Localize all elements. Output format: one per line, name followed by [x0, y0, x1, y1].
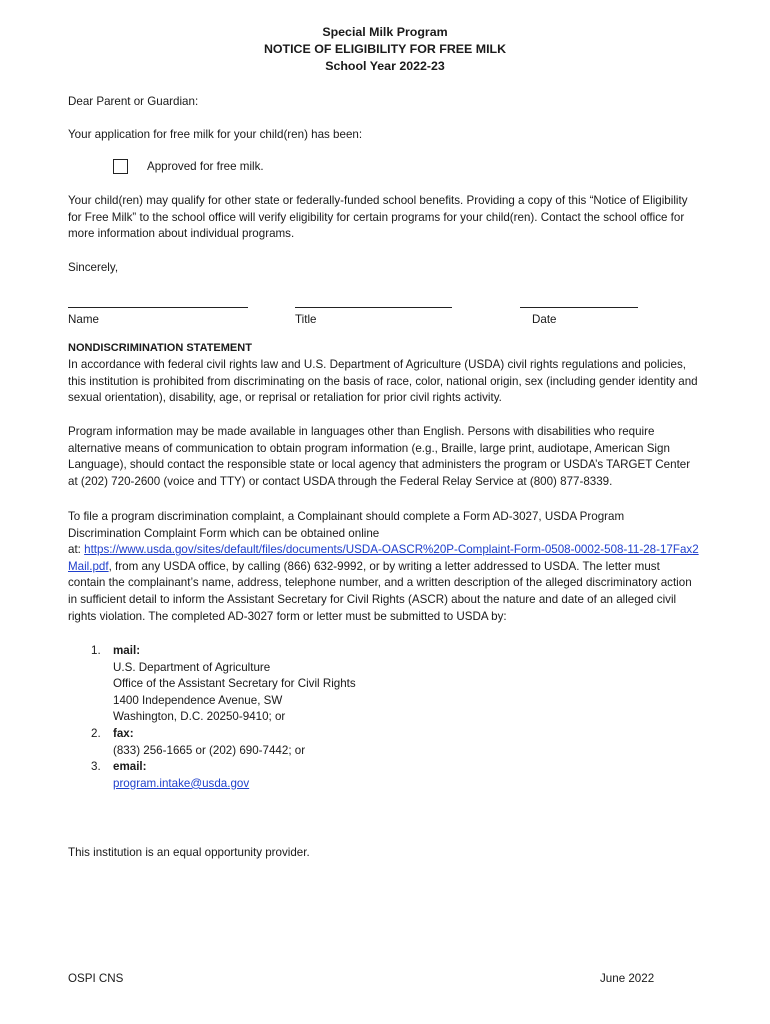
program-title: Special Milk Program [322, 25, 448, 39]
name-label: Name [68, 313, 99, 326]
complaint-rest: , from any USDA office, by calling (866) 632-9992, or by writing a letter addressed to USDA. The letter must contain the complainant’s name, address, telephone number, and a written description of the alleged discriminatory action in sufficient detail to inform the Assistant Secretary for Civil Rights (ASCR) about the nature and date of an alleged civil rights violation. The completed AD-3027 form or letter must be submitted to USDA by: [68, 559, 692, 623]
intro-text: Your application for free milk for your child(ren) has been: [68, 128, 363, 141]
footer-right: June 2022 [600, 972, 655, 985]
address-line: Washington, D.C. 20250-9410; or [113, 710, 286, 724]
school-year: School Year 2022-23 [325, 59, 445, 73]
benefits-paragraph: Your child(ren) may qualify for other state or federally-funded school benefits. Providing a copy of this “Notice of Eligibility for Free Milk” to the school office will verify eligibility for certain programs for your child(ren). Contact the school office for more information about individual programs. [68, 194, 688, 241]
salutation: Dear Parent or Guardian: [68, 95, 199, 108]
notice-title: NOTICE OF ELIGIBILITY FOR FREE MILK [263, 42, 507, 56]
fax-numbers: (833) 256-1665 or (202) 690-7442; or [113, 743, 306, 757]
title-label: Title [295, 313, 317, 326]
approved-checkbox[interactable] [113, 159, 128, 174]
address-line: 1400 Independence Avenue, SW [113, 693, 283, 707]
complaint-form-link[interactable]: https://www.usda.gov/sites/default/files/documents/USDA-OASCR%20P-Complaint-Form-0508-0002-508-11-28-17Fax2Mail.pdf [68, 543, 699, 573]
nondiscrimination-heading: NONDISCRIMINATION STATEMENT [68, 342, 252, 354]
list-item [91, 759, 691, 792]
mail-label: mail: [113, 644, 141, 657]
name-line[interactable] [68, 297, 248, 308]
list-item [91, 643, 691, 726]
email-label: email: [113, 760, 147, 774]
complaint-at: at: [68, 543, 81, 557]
footer-left: OSPI CNS [68, 972, 124, 985]
address-line: Office of the Assistant Secretary for Civil Rights [113, 677, 356, 691]
signature-title [295, 297, 452, 326]
address-line: U.S. Department of Agriculture [113, 660, 271, 674]
closing: Sincerely, [68, 261, 119, 274]
signature-name [68, 297, 248, 326]
nondiscrimination-para1: In accordance with federal civil rights law and U.S. Department of Agriculture (USDA) civil rights regulations and policies, this institution is prohibited from discriminating on the basis of race, color, national origin, sex (including gender identity and sexual orientation), disability, age, or reprisal or retaliation for prior civil rights activity. [68, 358, 698, 405]
fax-label: fax: [113, 726, 134, 740]
date-label: Date [532, 313, 557, 326]
signature-date [520, 297, 638, 326]
complaint-intro: To file a program discrimination complaint, a Complainant should complete a Form AD-3027, USDA Program Discrimination Complaint Form which can be obtained online [68, 510, 625, 540]
complaint-details [68, 542, 700, 625]
list-item [91, 726, 691, 759]
list-number: 3. [91, 760, 101, 774]
approved-option [113, 159, 264, 174]
date-line[interactable] [520, 297, 638, 308]
email-link[interactable]: program.intake@usda.gov [113, 776, 250, 790]
document-title [0, 24, 770, 75]
list-number: 1. [91, 644, 101, 657]
list-number: 2. [91, 726, 101, 740]
submission-list [91, 643, 691, 792]
title-line[interactable] [295, 297, 452, 308]
approved-label: Approved for free milk. [147, 160, 264, 173]
nondiscrimination-para2: Program information may be made available in languages other than English. Persons with disabilities who require alternative means of communication to obtain program information (e.g., Braille, large print, audiotape, American Sign Language), should contact the responsible state or local agency that administers the program or USDA’s TARGET Center at (202) 720-2600 (voice and TTY) or contact USDA through the Federal Relay Service at (800) 877-8339. [68, 425, 691, 488]
equal-opportunity-statement: This institution is an equal opportunity provider. [68, 846, 310, 859]
complaint-paragraph [68, 509, 700, 625]
